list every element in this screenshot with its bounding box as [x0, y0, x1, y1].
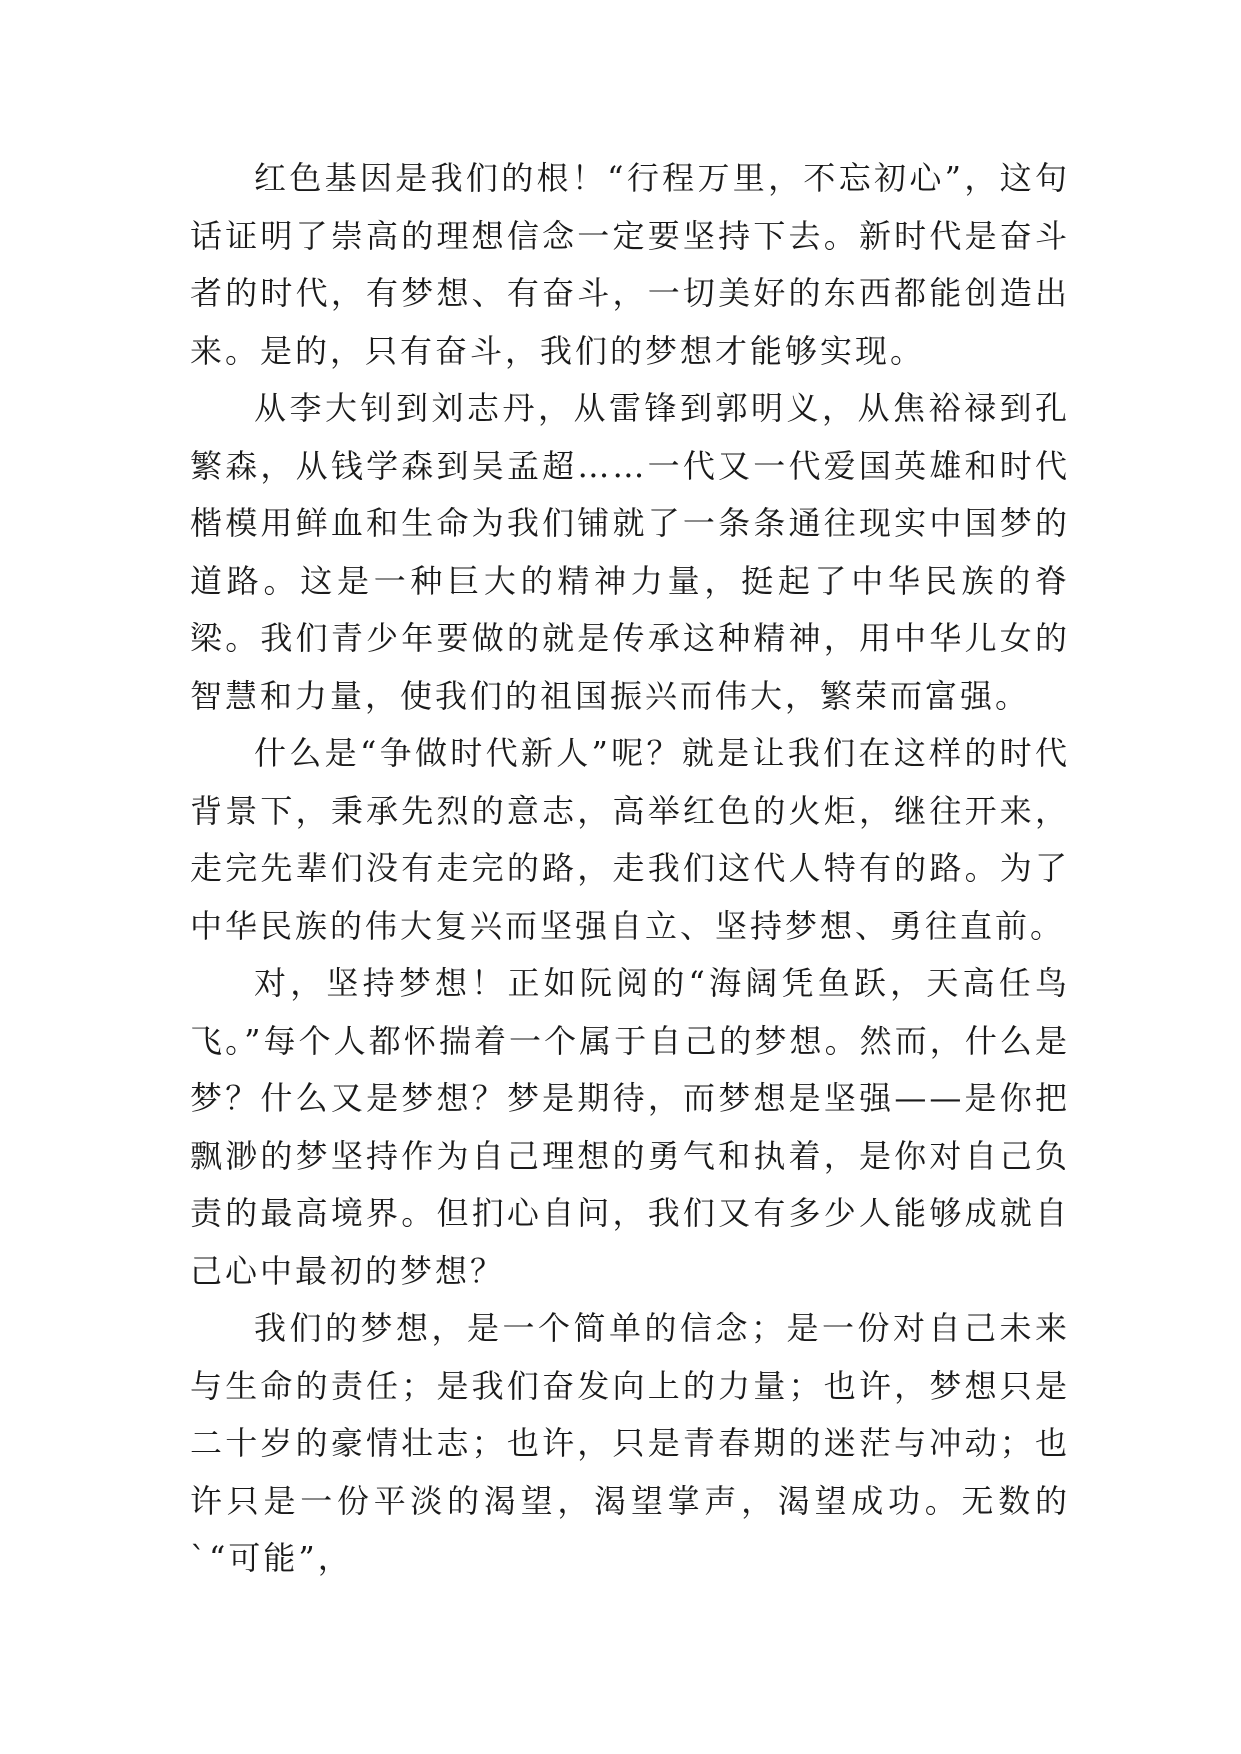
paragraph: 对，坚持梦想！正如阮阅的“海阔凭鱼跃，天高任鸟飞。”每个人都怀揣着一个属于自己的梦想。然而，什么是梦？什么又是梦想？梦是期待，而梦想是坚强——是你把飘渺的梦坚持作为自己理想的勇气和执着，是你对自己负责的最高境界。但扪心自问，我们又有多少人能够成就自己心中最初的梦想？: [190, 964, 1070, 1290]
paragraph: 从李大钊到刘志丹，从雷锋到郭明义，从焦裕禄到孔繁森，从钱学森到吴孟超……一代又一代爱国英雄和时代楷模用鲜血和生命为我们铺就了一条条通往现实中国梦的道路。这是一种巨大的精神力量，挺起了中华民族的脊梁。我们青少年要做的就是传承这种精神，用中华儿女的智慧和力量，使我们的祖国振兴而伟大，繁荣而富强。: [190, 389, 1070, 715]
paragraph: 什么是“争做时代新人”呢？就是让我们在这样的时代背景下，秉承先烈的意志，高举红色的火炬，继往开来，走完先辈们没有走完的路，走我们这代人特有的路。为了中华民族的伟大复兴而坚强自立、坚持梦想、勇往直前。: [190, 734, 1070, 945]
paragraph: 红色基因是我们的根！“行程万里，不忘初心”，这句话证明了崇高的理想信念一定要坚持下去。新时代是奋斗者的时代，有梦想、有奋斗，一切美好的东西都能创造出来。是的，只有奋斗，我们的梦想才能够实现。: [190, 159, 1070, 370]
document-body: [190, 150, 1070, 1588]
paragraph: 我们的梦想，是一个简单的信念；是一份对自己未来与生命的责任；是我们奋发向上的力量；也许，梦想只是二十岁的豪情壮志；也许，只是青春期的迷茫与冲动；也许只是一份平淡的渴望，渴望掌声，渴望成功。无数的`“可能”，: [190, 1309, 1070, 1577]
